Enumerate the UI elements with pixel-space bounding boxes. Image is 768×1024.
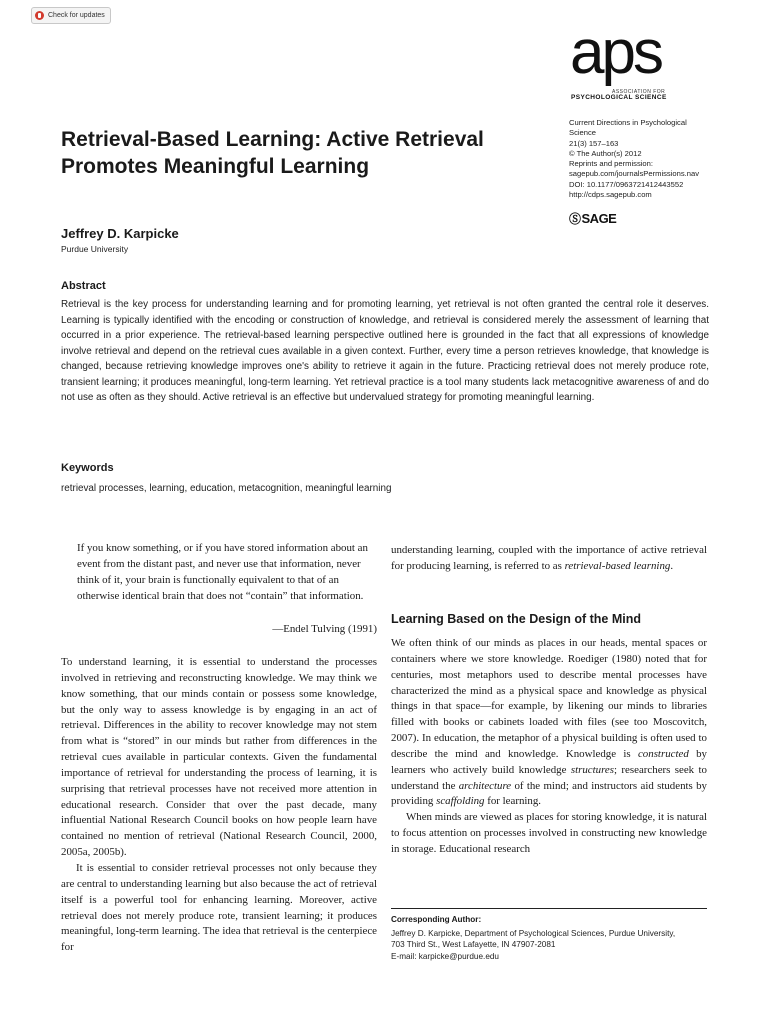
body-paragraph: It is essential to consider retrieval processes not only because they are central to understanding learning but also because the act of retrieval itself is a powerful tool for enhancing learning. Moreover, active retrieval does not merely produce rote, transient learning; it produces meaningful, long-term learning. The idea that retrieval is the centerpiece for xyxy=(61,861,377,954)
corresponding-author-info xyxy=(391,928,711,962)
body-paragraph: To understand learning, it is essential to understand the processes involved in retrieving and reconstructing knowledge. We may think we know something, that our minds contain or possess some knowledge, but the only way to assess knowledge is by engaging in an act of retrieval. Differences in the ability to recover knowledge may not stem from what is “stored” in our minds but rather from differences in the retrieval cues available in particular contexts. Given the fundamental importance of retrieval for understanding the process of learning, it is surprising that retrieval processes have not received more attention in educational research. Consider that over the past decade, many influential National Research Council books on how people learn have contained no mention of retrieval (National Research Council, 2000, 2005a, 2005b). xyxy=(61,656,377,859)
author-email-link[interactable]: E-mail: karpicke@purdue.edu xyxy=(391,951,499,961)
sage-label: SAGE xyxy=(581,211,617,226)
abstract-heading: Abstract xyxy=(61,280,106,292)
aps-logo: aps xyxy=(570,18,661,87)
check-for-updates-label: Check for updates xyxy=(48,12,105,19)
section-heading: Learning Based on the Design of the Mind xyxy=(391,612,642,626)
crossmark-icon xyxy=(35,11,44,20)
meta-doi[interactable]: DOI: 10.1177/0963721412443552 xyxy=(569,179,684,189)
epigraph-quote: If you know something, or if you have stored information about an event from the distant past, and never use that information, never think of it, your brain is functionally equivalent to that of an otherwise identical brain that does not “contain” that information. xyxy=(77,542,368,602)
logo-subtitle-2: PSYCHOLOGICAL SCIENCE xyxy=(571,94,667,101)
article-title: Retrieval-Based Learning: Active Retrieval Promotes Meaningful Learning xyxy=(61,128,484,178)
meta-line: © The Author(s) 2012 xyxy=(569,148,642,158)
keywords-text: retrieval processes, learning, education, metacognition, meaningful learning xyxy=(61,483,392,494)
keywords-heading: Keywords xyxy=(61,462,114,474)
meta-line: 21(3) 157–163 xyxy=(569,138,619,148)
author-affiliation: Purdue University xyxy=(61,244,129,254)
sage-logo xyxy=(569,210,616,227)
epigraph-attribution: —Endel Tulving (1991) xyxy=(272,623,377,635)
correspondence-line: 703 Third St., West Lafayette, IN 47907-2081 xyxy=(391,940,556,950)
corresponding-author-heading: Corresponding Author: xyxy=(391,915,482,924)
meta-link-permissions[interactable]: sagepub.com/journalsPermissions.nav xyxy=(569,169,700,179)
meta-link-journal[interactable]: http://cdps.sagepub.com xyxy=(569,190,652,200)
sage-s-icon: Ⓢ xyxy=(569,212,581,226)
logo-subtitle-1: ASSOCIATION FOR xyxy=(612,89,666,95)
author-name: Jeffrey D. Karpicke xyxy=(61,226,179,241)
correspondence-line: Jeffrey D. Karpicke, Department of Psychological Sciences, Purdue University, xyxy=(391,929,676,938)
right-column-continuation xyxy=(391,543,707,575)
body-paragraph: We often think of our minds as places in our heads, mental spaces or containers where we store knowledge. Roediger (1980) noted that for centuries, most metaphors used to describe mental processes have characterized the mind as a physical space and knowledge as physical things in that space—for example, by likening our minds to libraries filled with books or cabinets loaded with files (see too Moscovitch, 2007). In education, the metaphor of a physical building is often used to describe the mind and knowledge. Knowledge is constructed by learners who actively build knowledge structures; researchers seek to understand the architecture of the mind; and instructors aid students by providing scaffolding for learning. xyxy=(391,637,707,808)
italic-term: retrieval-based learning xyxy=(564,559,671,572)
abstract-text: Retrieval is the key process for understanding learning and for promoting learning, yet retrieval is not often granted the central role it deserves. Learning is typically identified with the encoding or construction of knowledge, and retrieval is considered merely the assessment of learning that occurred in a prior experience. The retrieval-based learning perspective outlined here is grounded in the fact that all expressions of knowledge involve retrieval and depend on the retrieval cues available in a given context. Further, every time a person retrieves knowledge, that knowledge is changed, because retrieving knowledge improves one's ability to retrieve it again in the future. Practicing retrieval does not merely produce rote, transient learning; it produces meaningful, long-term learning. Yet retrieval practice is a tool many students lack metacognitive awareness of and do not use as often as they should. Active retrieval is an effective but undervalued strategy for promoting meaningful learning. xyxy=(61,299,709,403)
continuation-end: . xyxy=(670,559,674,572)
continuation-text: understanding learning, coupled with the importance of active retrieval for producing learning, is referred to as xyxy=(391,544,707,572)
right-column-body xyxy=(391,636,707,858)
meta-line: Current Directions in Psychological xyxy=(569,118,687,127)
footnote-divider xyxy=(391,908,707,909)
journal-meta xyxy=(569,118,719,200)
meta-line: Reprints and permission: xyxy=(569,159,653,169)
left-column-body xyxy=(61,655,377,956)
check-for-updates-button[interactable] xyxy=(31,7,111,24)
body-paragraph: When minds are viewed as places for storing knowledge, it is natural to focus attention on processes involved in constructing new knowledge in storage. Educational research xyxy=(391,811,707,855)
meta-line: Science xyxy=(569,128,597,138)
